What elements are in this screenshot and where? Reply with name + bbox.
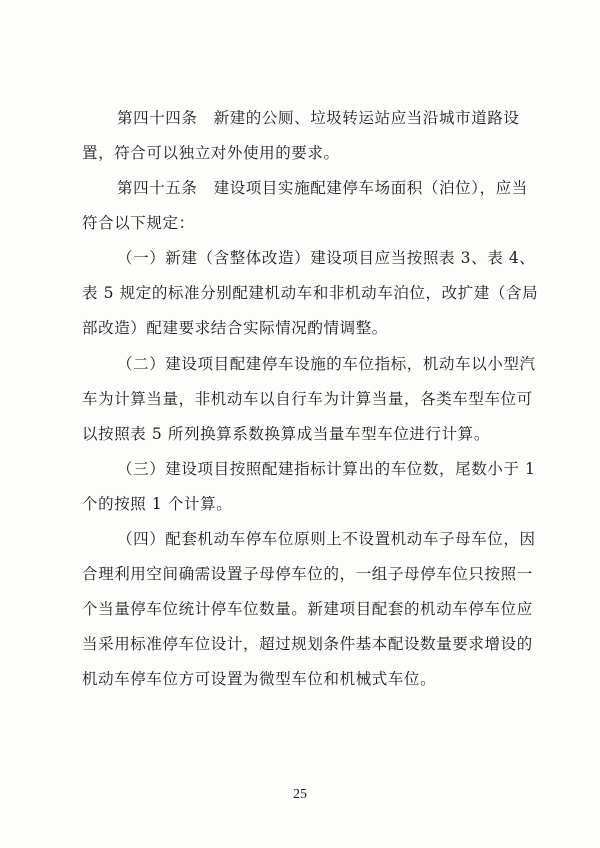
clause-2-line-3: 以按照表 5 所列换算系数换算成当量车型车位进行计算。 xyxy=(82,425,490,443)
clause-4-line-2: 合理利用空间确需设置子母停车位的，一组子母停车位只按照一 xyxy=(82,565,533,583)
clause-1-line-1: （一）新建（含整体改造）建设项目应当按照表 3、表 4、 xyxy=(117,249,536,267)
clause-3-line-1: （三）建设项目按照配建指标计算出的车位数，尾数小于 1 xyxy=(117,460,536,478)
clause-4-line-1: （四）配套机动车停车位原则上不设置机动车子母车位，因 xyxy=(117,530,536,548)
clause-4-line-3: 个当量停车位统计停车位数量。新建项目配套的机动车停车位应 xyxy=(82,600,533,618)
clause-4-line-4: 当采用标准停车位设计，超过规划条件基本配设数量要求增设的 xyxy=(82,635,533,653)
page-number: 25 xyxy=(293,787,307,802)
clause-2-line-1: （二）建设项目配建停车设施的车位指标，机动车以小型汽 xyxy=(117,355,536,373)
article-45-line-2: 符合以下规定： xyxy=(82,214,195,232)
clause-4-line-5: 机动车停车位方可设置为微型车位和机械式车位。 xyxy=(82,670,437,688)
clause-3-line-2: 个的按照 1 个计算。 xyxy=(82,495,233,513)
article-45-line-1: 第四十五条 建设项目实施配建停车场面积（泊位），应当 xyxy=(117,179,528,197)
article-44-line-2: 置，符合可以独立对外使用的要求。 xyxy=(82,144,340,162)
clause-1-line-2: 表 5 规定的标准分别配建机动车和非机动车泊位，改扩建（含局 xyxy=(82,284,539,302)
article-44-line-1: 第四十四条 新建的公厕、垃圾转运站应当沿城市道路设 xyxy=(117,109,520,127)
clause-2-line-2: 车为计算当量，非机动车以自行车为计算当量，各类车型车位可 xyxy=(82,390,533,408)
clause-1-line-3: 部改造）配建要求结合实际情况酌情调整。 xyxy=(82,319,388,337)
